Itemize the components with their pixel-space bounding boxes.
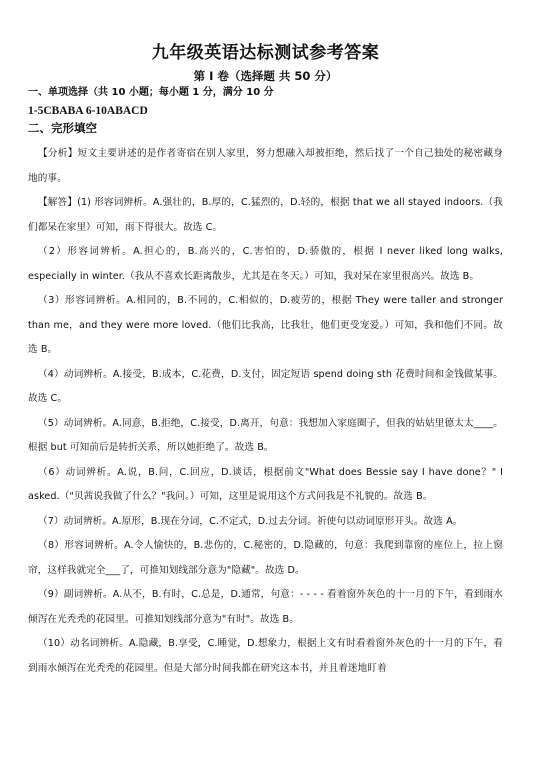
paragraph-answer-2: （2）形容词辨析。A.担心的，B.高兴的，C.害怕的，D.骄傲的，根据 I never liked long walks, especially in winter.（我从不喜欢长距离散步，尤其是在冬天。）可知，我对呆在家里很高兴。故选 B。 xyxy=(28,246,503,282)
section-heading-cloze: 二、完形填空 xyxy=(28,121,97,135)
paragraph-answer-10: （10）动名词辨析。A.隐藏，B.享受，C.睡觉，D.想象力，根据上文有时看着窗外灰色的十一月的下午，看到雨水倾泻在光秃秃的花园里。但是大部分时间我都在研究这本书，并且着迷地盯着 xyxy=(28,638,503,674)
paragraph-answer-3: （3）形容词辨析。A.相同的，B.不同的，C.相似的，D.疲劳的，根据 They were taller and stronger than me，and they were more loved.（他们比我高，比我壮，他们更受宠爱。）可知，我和他们不同。故选 B。 xyxy=(28,295,503,355)
paragraph-answer-8: （8）形容词辨析。A.令人愉快的，B.悲伤的，C.秘密的，D.隐藏的，句意：我爬到靠窗的座位上，拉上窗帘，这样我就完全___了，可推知划线部分意为"隐藏"。故选 D。 xyxy=(28,540,503,576)
paragraph-answer-4: （4）动词辨析。A.接受，B.成本，C.花费，D.支付，固定短语 spend doing sth 花费时间和金钱做某事。故选 C。 xyxy=(28,368,503,404)
part-heading: 第 I 卷（选择题 共 50 分） xyxy=(193,69,338,83)
paragraph-answer-9: （9）副词辨析。A.从不，B.有时，C.总是，D.通常，句意：- - - - 看着窗外灰色的十一月的下午，看到雨水倾泻在光秃秃的花园里。可推知划线部分意为"有时"。故选 B。 xyxy=(28,589,503,625)
page-title: 九年级英语达标测试参考答案 xyxy=(151,43,380,62)
paragraph-answer-6: （6）动词辨析。A.说，B.问，C.回应，D.谈话，根据前文"What does Bessie say I have done？" I asked.（"贝茜说我做了什么？"我问。）可知，这里是说用这个方式问我是不礼貌的。故选 B。 xyxy=(28,466,503,502)
paragraph-answer-5: （5）动词辨析。A.同意，B.拒绝，C.接受，D.离开，句意：我想加入家庭圈子，但我的姑姑里德太太____。根据 but 可知前后是转折关系，所以她拒绝了。故选 B。 xyxy=(28,417,503,453)
paragraph-analysis: 【分析】短文主要讲述的是作者寄宿在别人家里，努力想融入却被拒绝，然后找了一个自己独处的秘密藏身地的事。 xyxy=(28,148,503,184)
paragraph-answer-7: （7）动词辨析。A.原形，B.现在分词，C.不定式，D.过去分词。祈使句以动词原形开头。故选 A。 xyxy=(38,515,463,527)
section-heading-single-choice: 一、单项选择（共 10 小题；每小题 1 分，满分 10 分 xyxy=(28,87,274,98)
paragraph-answer-1: 【解答】(1) 形容词辨析。A.强壮的，B.厚的，C.猛烈的，D.轻的，根据 that we all stayed indoors.（我们都呆在家里）可知，雨下得很大。故选 C。 xyxy=(28,197,503,233)
answer-key: 1-5CBABA 6-10ABACD xyxy=(28,105,148,117)
